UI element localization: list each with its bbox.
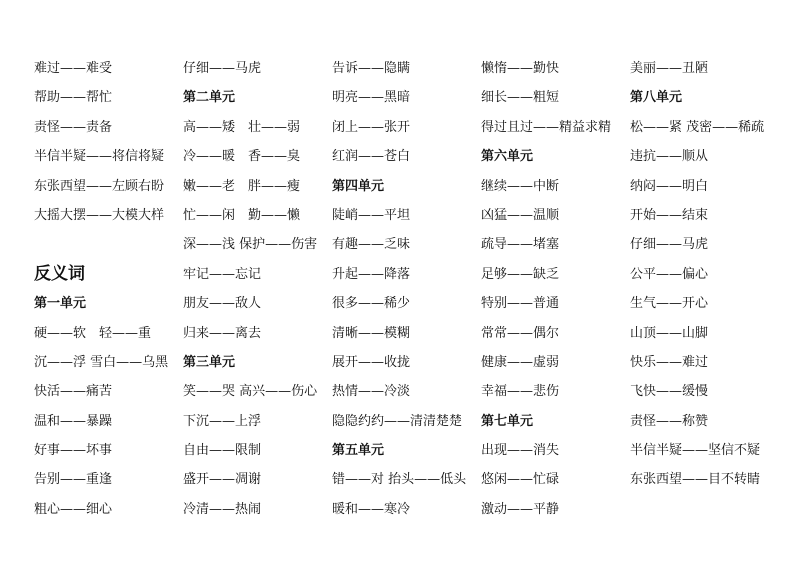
word-pair: 深——浅 保护——伤害 bbox=[183, 237, 318, 253]
word-column-1 bbox=[34, 54, 168, 524]
word-pair: 疏导——堵塞 bbox=[481, 237, 560, 253]
word-pair: 陡峭——平坦 bbox=[332, 207, 411, 223]
section-title-antonyms: 反义词 bbox=[34, 263, 85, 284]
word-pair: 得过且过——精益求精 bbox=[481, 119, 612, 135]
unit-heading: 第五单元 bbox=[332, 443, 385, 459]
word-pair: 冷——暖 香——臭 bbox=[183, 149, 301, 165]
unit-heading: 第二单元 bbox=[183, 90, 236, 106]
word-pair: 凶猛——温顺 bbox=[481, 207, 560, 223]
word-pair: 公平——偏心 bbox=[630, 266, 709, 282]
word-pair: 纳闷——明白 bbox=[630, 178, 709, 194]
unit-heading: 第一单元 bbox=[34, 296, 87, 312]
word-pair: 常常——偶尔 bbox=[481, 325, 560, 341]
unit-heading: 第六单元 bbox=[481, 149, 534, 165]
word-pair: 东张西望——左顾右盼 bbox=[34, 178, 165, 194]
word-pair: 出现——消失 bbox=[481, 443, 560, 459]
word-pair: 继续——中断 bbox=[481, 178, 560, 194]
word-pair: 好事——坏事 bbox=[34, 443, 113, 459]
word-pair: 告诉——隐瞒 bbox=[332, 61, 411, 76]
word-pair: 半信半疑——坚信不疑 bbox=[630, 443, 761, 459]
unit-heading: 第四单元 bbox=[332, 178, 385, 194]
word-pair: 粗心——细心 bbox=[34, 501, 113, 517]
word-pair: 责怪——称赞 bbox=[630, 413, 709, 429]
word-pair: 山顶——山脚 bbox=[630, 325, 709, 341]
word-pair: 升起——降落 bbox=[332, 266, 411, 282]
word-pair: 责怪——责备 bbox=[34, 119, 113, 135]
word-pair: 半信半疑——将信将疑 bbox=[34, 149, 165, 165]
word-pair: 笑——哭 高兴——伤心 bbox=[183, 384, 318, 400]
word-pair: 暖和——寒冷 bbox=[332, 501, 411, 517]
word-pair: 足够——缺乏 bbox=[481, 266, 560, 282]
word-column-5 bbox=[630, 54, 764, 495]
word-pair: 硬——软 轻——重 bbox=[34, 325, 152, 341]
word-pair: 归来——离去 bbox=[183, 325, 262, 341]
word-pair: 朋友——敌人 bbox=[183, 296, 262, 312]
word-pair: 快活——痛苦 bbox=[34, 384, 113, 400]
word-pair: 幸福——悲伤 bbox=[481, 384, 560, 400]
word-pair: 难过——难受 bbox=[34, 61, 113, 76]
word-pair: 激动——平静 bbox=[481, 501, 560, 517]
word-pair: 懒惰——勤快 bbox=[481, 61, 560, 76]
word-column-4 bbox=[481, 54, 611, 524]
word-pair: 飞快——缓慢 bbox=[630, 384, 709, 400]
word-pair: 很多——稀少 bbox=[332, 296, 411, 312]
word-pair: 有趣——乏味 bbox=[332, 237, 411, 253]
word-column-3 bbox=[332, 54, 466, 524]
word-pair: 清晰——模糊 bbox=[332, 325, 411, 341]
word-pair: 下沉——上浮 bbox=[183, 413, 262, 429]
word-pair: 热情——冷淡 bbox=[332, 384, 411, 400]
word-pair: 嫩——老 胖——瘦 bbox=[183, 178, 301, 194]
word-pair: 违抗——顺从 bbox=[630, 149, 709, 165]
word-pair: 盛开——凋谢 bbox=[183, 472, 262, 488]
word-pair: 忙——闲 勤——懒 bbox=[183, 207, 301, 223]
word-pair: 展开——收拢 bbox=[332, 354, 411, 370]
word-pair: 明亮——黑暗 bbox=[332, 90, 411, 106]
word-column-2 bbox=[183, 54, 317, 524]
word-pair: 特别——普通 bbox=[481, 296, 560, 312]
word-pair: 生气——开心 bbox=[630, 296, 709, 312]
word-pair: 冷清——热闹 bbox=[183, 501, 262, 517]
unit-heading: 第七单元 bbox=[481, 413, 534, 429]
word-pair: 大摇大摆——大模大样 bbox=[34, 207, 165, 223]
word-pair: 仔细——马虎 bbox=[630, 237, 709, 253]
word-pair: 隐隐约约——清清楚楚 bbox=[332, 413, 463, 429]
word-pair: 开始——结束 bbox=[630, 207, 709, 223]
word-pair: 松——紧 茂密——稀疏 bbox=[630, 119, 765, 135]
word-pair: 美丽——丑陋 bbox=[630, 61, 709, 76]
word-pair: 悠闲——忙碌 bbox=[481, 472, 560, 488]
unit-heading: 第三单元 bbox=[183, 354, 236, 370]
blank-line bbox=[34, 230, 168, 259]
word-pair: 红润——苍白 bbox=[332, 149, 411, 165]
word-pair: 温和——暴躁 bbox=[34, 413, 113, 429]
word-pair: 自由——限制 bbox=[183, 443, 262, 459]
word-pair: 健康——虚弱 bbox=[481, 354, 560, 370]
word-pair: 细长——粗短 bbox=[481, 90, 560, 106]
word-pair: 闭上——张开 bbox=[332, 119, 411, 135]
unit-heading: 第八单元 bbox=[630, 90, 683, 106]
word-pair: 沉——浮 雪白——乌黑 bbox=[34, 354, 169, 370]
word-pair: 告别——重逢 bbox=[34, 472, 113, 488]
word-pair: 高——矮 壮——弱 bbox=[183, 119, 301, 135]
word-pair: 帮助——帮忙 bbox=[34, 90, 113, 106]
word-pair: 快乐——难过 bbox=[630, 354, 709, 370]
word-pair: 牢记——忘记 bbox=[183, 266, 262, 282]
word-pair: 东张西望——目不转睛 bbox=[630, 472, 761, 488]
word-pair: 错——对 抬头——低头 bbox=[332, 472, 467, 488]
word-pair: 仔细——马虎 bbox=[183, 61, 262, 76]
